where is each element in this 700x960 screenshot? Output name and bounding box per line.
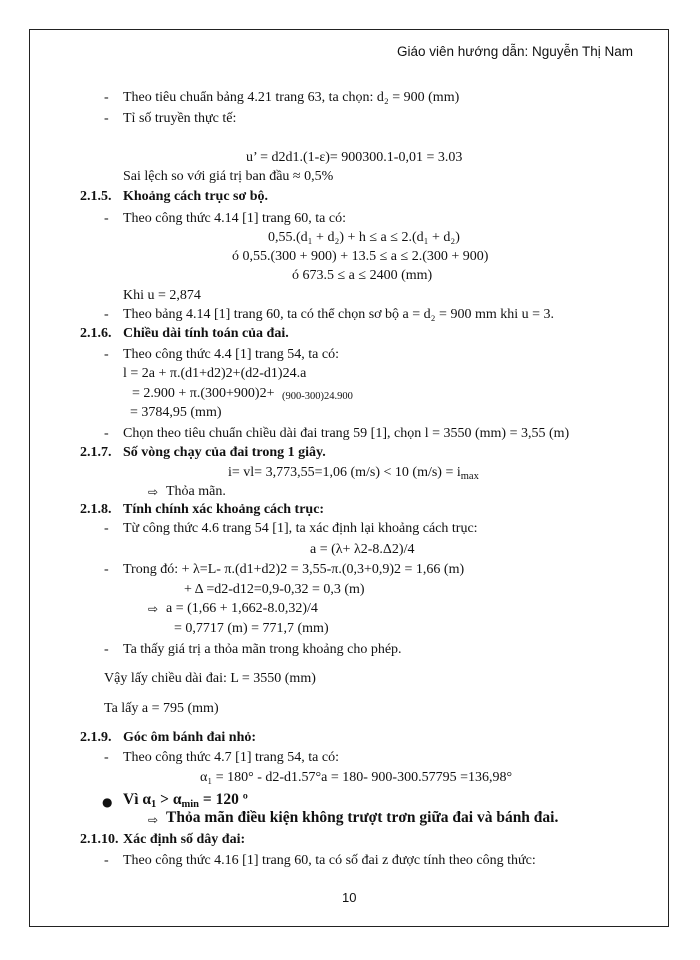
section-title: Số vòng chạy của đai trong 1 giây. — [123, 445, 326, 460]
formula-ratio: u’ = d2d1.(1-ε)= 900300.1-0,01 = 3.03 — [246, 150, 463, 165]
condition-subscript: 1 — [151, 799, 157, 810]
list-dash: - — [104, 307, 109, 322]
text-line: Theo công thức 4.7 [1] trang 54, ta có: — [123, 750, 339, 765]
page-header: Giáo viên hướng dẫn: Nguyễn Thị Nam — [397, 44, 634, 59]
condition-part: = 120 º — [199, 791, 248, 808]
section-title: Chiều dài tính toán của đai. — [123, 326, 289, 341]
text-line: Khi u = 2,874 — [123, 288, 201, 303]
section-number: 2.1.7. — [80, 445, 112, 460]
formula-part: = 2.900 + π.(300+900)2+ — [132, 386, 275, 401]
arrow-icon: ⇨ — [148, 813, 159, 827]
formula-line: = 3784,95 (mm) — [130, 405, 222, 420]
arrow-icon: ⇨ — [148, 602, 159, 616]
list-dash: - — [104, 111, 109, 126]
formula-line: a = (1,66 + 1,662-8.0,32)/4 — [166, 601, 318, 616]
text-line: Theo công thức 4.14 [1] trang 60, ta có: — [123, 211, 346, 226]
text-line: Thỏa mãn. — [166, 484, 226, 499]
text-line: Ta lấy a = 795 (mm) — [104, 701, 219, 716]
section-number: 2.1.5. — [80, 189, 112, 204]
formula-line: ó 0,55.(300 + 900) + 13.5 ≤ a ≤ 2.(300 + 900) — [232, 249, 489, 264]
text-line: Chọn theo tiêu chuẩn chiều dài đai trang 59 [1], chọn l = 3550 (mm) = 3,55 (m) — [123, 426, 570, 441]
formula-line — [228, 464, 479, 483]
text-line: Vậy lấy chiều dài đai: L = 3550 (mm) — [104, 671, 316, 686]
text-line: Sai lệch so với giá trị ban đầu ≈ 0,5% — [123, 169, 334, 184]
page-number: 10 — [342, 890, 357, 905]
conclusion-line: Thỏa mãn điều kiện không trượt trơn giữa đai và bánh đai. — [166, 809, 559, 826]
section-number: 2.1.9. — [80, 730, 112, 745]
section-title: Xác định số dây đai: — [123, 832, 246, 847]
list-dash: - — [104, 642, 109, 657]
arrow-icon: ⇨ — [148, 485, 159, 499]
list-dash: - — [104, 347, 109, 362]
section-number: 2.1.6. — [80, 326, 112, 341]
text-line: Từ công thức 4.6 trang 54 [1], ta xác định lại khoảng cách trục: — [123, 521, 478, 536]
bullet-icon: ● — [102, 795, 113, 809]
formula-line: + Δ =d2-d12=0,9-0,32 = 0,3 (m) — [184, 582, 365, 597]
formula-line: α₁ = 180° - d2-d1.57°a = 180- 900-300.57795 =136,98° — [200, 770, 513, 785]
list-dash: - — [104, 211, 109, 226]
list-dash: - — [104, 853, 109, 868]
condition-line — [123, 791, 248, 811]
list-dash: - — [104, 562, 109, 577]
condition-subscript: min — [181, 799, 200, 810]
section-number: 2.1.10. — [80, 832, 119, 847]
text-line: Theo công thức 4.4 [1] trang 54, ta có: — [123, 347, 339, 362]
list-dash: - — [104, 426, 109, 441]
section-title: Góc ôm bánh đai nhỏ: — [123, 730, 257, 745]
formula-line: a = (λ+ λ2-8.Δ2)/4 — [310, 542, 415, 557]
list-dash: - — [104, 90, 109, 105]
text-line: Theo công thức 4.16 [1] trang 60, ta có số đai z được tính theo công thức: — [123, 853, 536, 868]
section-title: Tính chính xác khoảng cách trục: — [123, 502, 325, 517]
text-line: Theo bảng 4.14 [1] trang 60, ta có thể chọn sơ bộ a = d₂ = 900 mm khi u = 3. — [123, 307, 555, 322]
section-title: Khoảng cách trục sơ bộ. — [123, 189, 269, 204]
formula-line: = 0,7717 (m) = 771,7 (mm) — [174, 621, 329, 636]
text-line: Tỉ số truyền thực tế: — [123, 111, 237, 126]
formula-line: ó 673.5 ≤ a ≤ 2400 (mm) — [292, 268, 433, 283]
formula-line — [132, 385, 353, 404]
formula-subscript: (900-300)24.900 — [281, 391, 353, 402]
formula-part: i= vl= 3,773,55=1,06 (m/s) < 10 (m/s) = i — [228, 465, 461, 480]
formula-line: Trong đó: + λ=L- π.(d1+d2)2 = 3,55-π.(0,3+0,9)2 = 1,66 (m) — [123, 562, 465, 577]
condition-part: > α — [156, 791, 182, 808]
list-dash: - — [104, 750, 109, 765]
formula-subscript: max — [460, 471, 479, 482]
section-number: 2.1.8. — [80, 502, 112, 517]
formula-line: l = 2a + π.(d1+d2)2+(d2-d1)24.a — [123, 366, 307, 381]
formula-line: 0,55.(d₁ + d₂) + h ≤ a ≤ 2.(d₁ + d₂) — [268, 230, 460, 245]
text-line: Ta thấy giá trị a thỏa mãn trong khoảng cho phép. — [123, 642, 402, 657]
condition-part: Vì α — [123, 791, 152, 808]
list-dash: - — [104, 521, 109, 536]
text-line: Theo tiêu chuẩn bảng 4.21 trang 63, ta chọn: d₂ = 900 (mm) — [123, 90, 460, 105]
